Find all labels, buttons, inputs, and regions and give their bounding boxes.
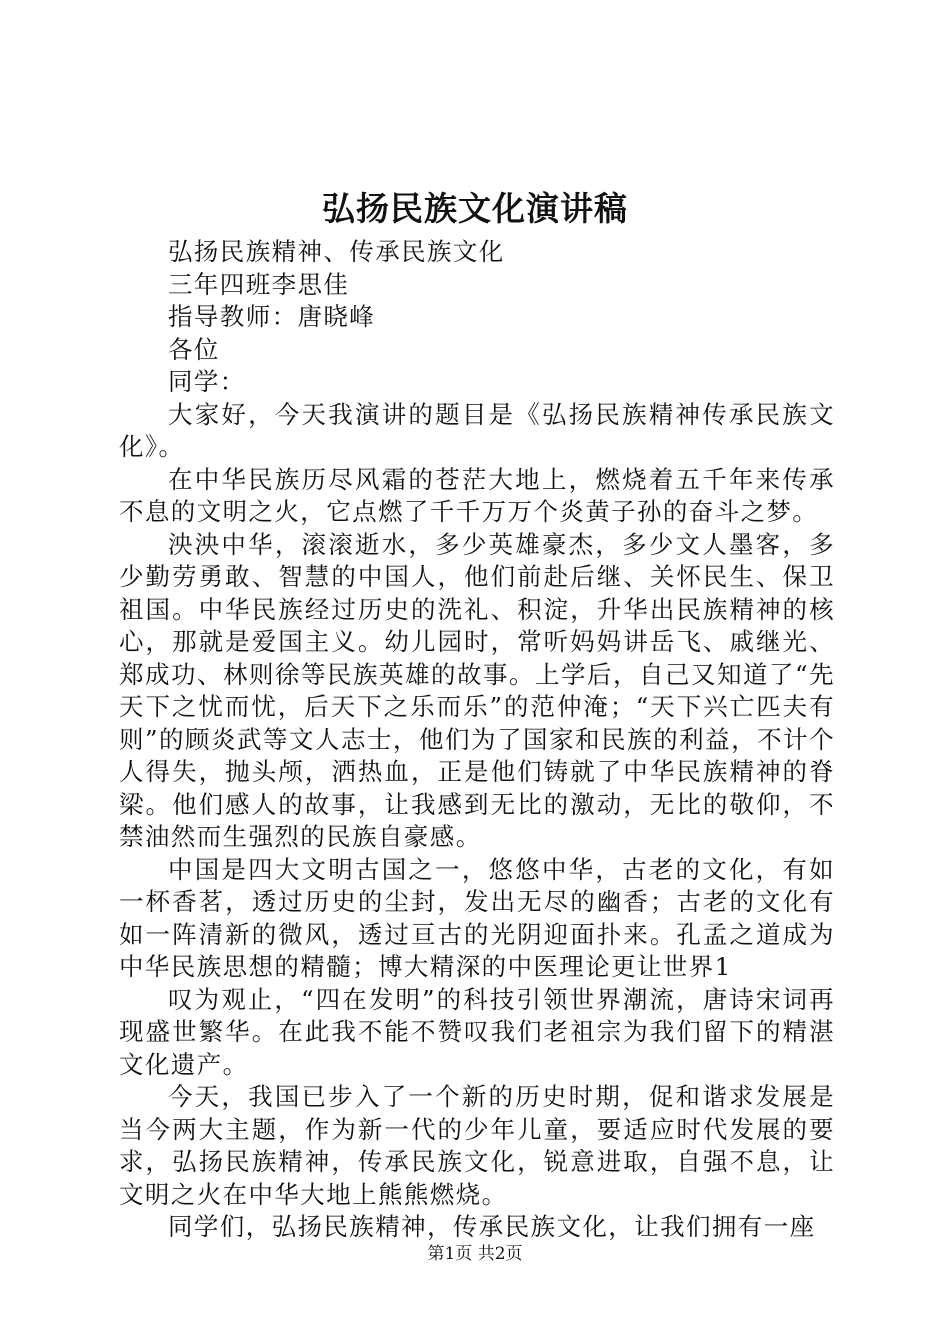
paragraph-body-6: 同学们，弘扬民族精神，传承民族文化，让我们拥有一座 [168, 1212, 816, 1241]
paragraph-body-4: 叹为观止，“四在发明”的科技引领世界潮流，唐诗宋词再现盛世繁华。在此我不能不赞叹我们老祖宗为我们留下的精湛文化遗产。 [119, 984, 835, 1079]
page-footer: 第1页 共2页 [427, 1244, 523, 1264]
paragraph-body-3: 中国是四大文明古国之一，悠悠中华，古老的文化，有如一杯香茗，透过历史的尘封，发出无尽的幽香；古老的文化有如一阵清新的微风，透过亘古的光阴迎面扑来。孔孟之道成为中华民族思想的精髓；博大精深的中医理论更让世界1 [119, 854, 835, 981]
document-body [119, 236, 835, 1244]
paragraph-greeting-2: 同学： [168, 367, 246, 396]
paragraph-body-1: 在中华民族历尽风霜的苍茫大地上，燃烧着五千年来传承不息的文明之火，它点燃了千千万万个炎黄子孙的奋斗之梦。 [119, 464, 835, 526]
paragraph-intro: 大家好，今天我演讲的题目是《弘扬民族精神传承民族文化》。 [119, 399, 835, 461]
paragraph-subtitle: 弘扬民族精神、传承民族文化 [168, 237, 505, 266]
paragraph-author: 三年四班李思佳 [168, 269, 350, 299]
document-title: 弘扬民族文化演讲稿 [322, 189, 628, 228]
paragraph-teacher: 指导教师：唐晓峰 [168, 302, 376, 331]
paragraph-body-2: 泱泱中华，滚滚逝水，多少英雄豪杰，多少文人墨客，多少勤劳勇敢、智慧的中国人，他们前赴后继、关怀民生、保卫祖国。中华民族经过历史的洗礼、积淀，升华出民族精神的核心，那就是爱国主义。幼儿园时，常听妈妈讲岳飞、戚继光、郑成功、林则徐等民族英雄的故事。上学后，自己又知道了“先天下之忧而忧，后天下之乐而乐”的范仲淹；“天下兴亡匹夫有则”的顾炎武等文人志士，他们为了国家和民族的利益，不计个人得失，抛头颅，洒热血，正是他们铸就了中华民族精神的脊梁。他们感人的故事，让我感到无比的激动，无比的敬仰，不禁油然而生强烈的民族自豪感。 [119, 529, 835, 851]
paragraph-greeting-1: 各位 [168, 334, 220, 364]
paragraph-body-5: 今天，我国已步入了一个新的历史时期，促和谐求发展是当今两大主题，作为新一代的少年儿童，要适应时代发展的要求，弘扬民族精神，传承民族文化，锐意进取，自强不息，让文明之火在中华大地上熊熊燃烧。 [119, 1082, 835, 1209]
